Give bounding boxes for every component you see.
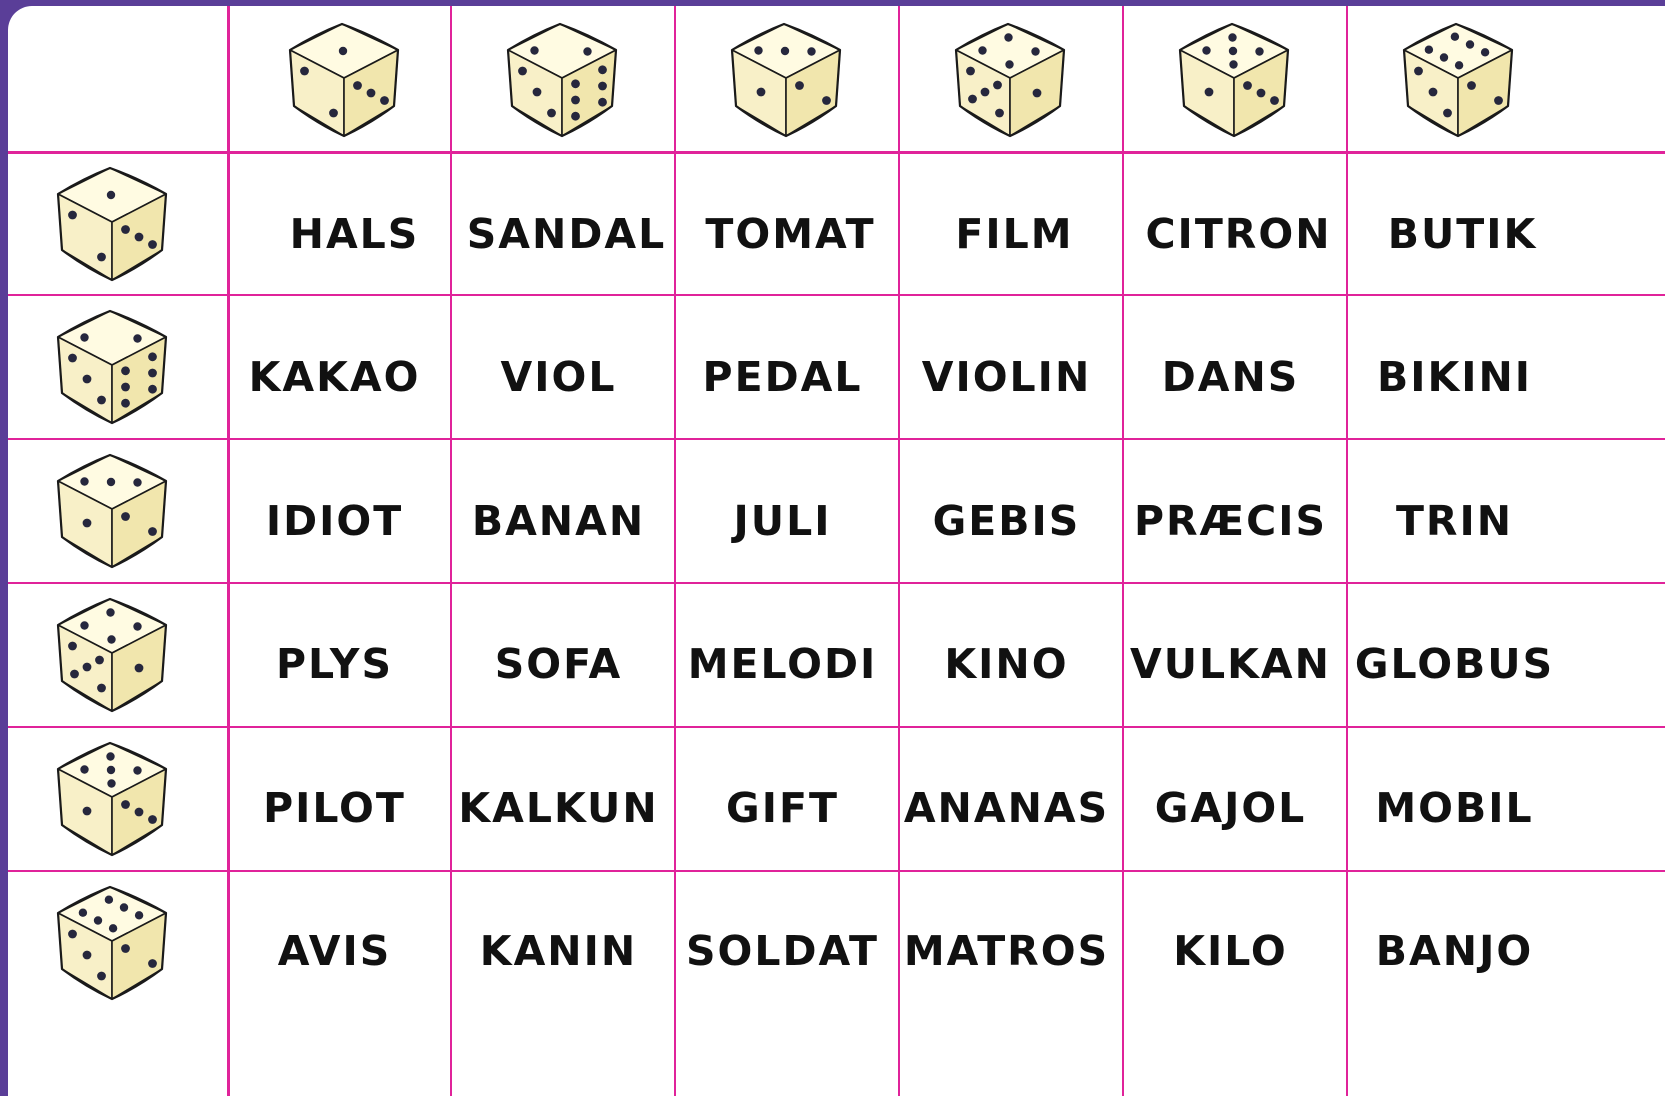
word-cell[interactable]: PILOT: [263, 784, 406, 832]
word-cell[interactable]: BANJO: [1375, 927, 1534, 975]
word-cell[interactable]: KILO: [1173, 927, 1288, 975]
die-pip: [1033, 89, 1042, 98]
die-pip: [80, 765, 88, 773]
die-pip: [1467, 81, 1476, 90]
die-pip: [598, 82, 607, 91]
die-pip: [822, 96, 831, 105]
word-cell[interactable]: AVIS: [277, 927, 392, 975]
dice-word-board: [8, 6, 1665, 1096]
die-pip: [70, 670, 79, 679]
die-pip: [133, 766, 141, 774]
die-pip: [807, 47, 815, 55]
die-pip: [94, 916, 102, 924]
die-pip: [518, 67, 527, 76]
die-pip: [133, 334, 141, 342]
word-cell[interactable]: CITRON: [1145, 210, 1332, 258]
column-die: [728, 20, 844, 140]
die-pip: [109, 924, 117, 932]
word-cell[interactable]: KANIN: [479, 927, 638, 975]
die-5-icon: [1176, 20, 1292, 140]
word-cell[interactable]: JULI: [733, 497, 832, 545]
die-pip: [547, 109, 556, 118]
die-pip: [83, 519, 92, 528]
word-cell[interactable]: PLYS: [275, 640, 393, 688]
die-pip: [795, 81, 804, 90]
die-pip: [107, 766, 115, 774]
row-die: [54, 739, 170, 859]
die-pip: [530, 46, 538, 54]
die-4-icon: [952, 20, 1068, 140]
die-pip: [83, 375, 92, 384]
die-3-icon: [728, 20, 844, 140]
die-pip: [1481, 48, 1489, 56]
die-pip: [80, 477, 88, 485]
die-pip: [571, 79, 580, 88]
die-pip: [106, 752, 114, 760]
word-cell[interactable]: MATROS: [903, 927, 1110, 975]
word-cell[interactable]: IDIOT: [265, 497, 404, 545]
die-pip: [1228, 33, 1236, 41]
word-cell[interactable]: KAKAO: [248, 353, 421, 401]
die-pip: [148, 959, 157, 968]
die-pip: [68, 642, 77, 651]
column-die: [1176, 20, 1292, 140]
die-5-icon: [54, 739, 170, 859]
die-pip: [148, 385, 157, 394]
die-pip: [1466, 40, 1474, 48]
word-cell[interactable]: HALS: [289, 210, 420, 258]
word-cell[interactable]: DANS: [1161, 353, 1300, 401]
word-cell[interactable]: SOFA: [494, 640, 623, 688]
row-die: [54, 307, 170, 427]
die-pip: [121, 512, 130, 521]
die-pip: [995, 109, 1004, 118]
die-pip: [993, 81, 1002, 90]
column-die: [1400, 20, 1516, 140]
die-pip: [106, 608, 114, 616]
die-pip: [107, 779, 115, 787]
row-die: [54, 883, 170, 1003]
word-cell[interactable]: ANANAS: [903, 784, 1110, 832]
die-pip: [107, 635, 115, 643]
die-pip: [1202, 46, 1210, 54]
word-cell[interactable]: GLOBUS: [1354, 640, 1555, 688]
die-pip: [121, 366, 130, 375]
die-pip: [97, 684, 106, 693]
die-pip: [148, 815, 157, 824]
die-pip: [1429, 88, 1438, 97]
die-pip: [757, 88, 766, 97]
die-pip: [97, 253, 106, 262]
die-pip: [598, 65, 607, 74]
die-pip: [135, 664, 144, 673]
die-pip: [107, 478, 115, 486]
die-pip: [80, 621, 88, 629]
die-pip: [121, 800, 130, 809]
die-pip: [300, 67, 309, 76]
die-pip: [148, 240, 157, 249]
die-pip: [1255, 47, 1263, 55]
die-6-icon: [1400, 20, 1516, 140]
word-cell[interactable]: MELODI: [687, 640, 878, 688]
die-pip: [95, 656, 104, 665]
die-pip: [1443, 109, 1452, 118]
die-pip: [353, 81, 362, 90]
die-pip: [135, 911, 143, 919]
die-pip: [83, 663, 92, 672]
die-pip: [1229, 47, 1237, 55]
column-die: [504, 20, 620, 140]
die-pip: [1494, 96, 1503, 105]
die-pip: [1229, 60, 1237, 68]
die-pip: [120, 903, 128, 911]
die-pip: [533, 88, 542, 97]
die-6-icon: [54, 883, 170, 1003]
die-pip: [1455, 61, 1463, 69]
row-die: [54, 164, 170, 284]
word-cell[interactable]: PRÆCIS: [1134, 497, 1327, 545]
word-cell[interactable]: KINO: [944, 640, 1069, 688]
die-pip: [80, 333, 88, 341]
die-pip: [367, 89, 376, 98]
die-pip: [1004, 33, 1012, 41]
die-3-icon: [54, 451, 170, 571]
die-pip: [148, 352, 157, 361]
grid-line-horizontal: [8, 151, 1665, 154]
die-pip: [571, 112, 580, 121]
die-pip: [148, 527, 157, 536]
die-2-icon: [54, 307, 170, 427]
die-pip: [97, 972, 106, 981]
die-pip: [1243, 81, 1252, 90]
word-cell[interactable]: GAJOL: [1154, 784, 1307, 832]
column-die: [952, 20, 1068, 140]
die-pip: [121, 225, 130, 234]
die-pip: [1257, 89, 1266, 98]
die-pip: [978, 46, 986, 54]
die-pip: [1440, 53, 1448, 61]
word-cell[interactable]: VIOL: [500, 353, 617, 401]
die-pip: [105, 896, 113, 904]
die-pip: [135, 808, 144, 817]
word-cell[interactable]: FILM: [955, 210, 1074, 258]
die-pip: [68, 211, 77, 220]
word-cell[interactable]: GEBIS: [932, 497, 1081, 545]
die-pip: [133, 478, 141, 486]
column-die: [286, 20, 402, 140]
die-pip: [1414, 67, 1423, 76]
word-cell[interactable]: BUTIK: [1387, 210, 1538, 258]
die-pip: [781, 47, 789, 55]
die-pip: [83, 951, 92, 960]
word-cell[interactable]: BIKINI: [1376, 353, 1533, 401]
die-pip: [968, 95, 977, 104]
die-pip: [339, 47, 347, 55]
die-pip: [107, 191, 115, 199]
die-pip: [135, 233, 144, 242]
die-pip: [121, 399, 130, 408]
die-pip: [329, 109, 338, 118]
die-1-icon: [54, 164, 170, 284]
die-pip: [133, 622, 141, 630]
die-1-icon: [286, 20, 402, 140]
word-cell[interactable]: PEDAL: [702, 353, 863, 401]
word-cell[interactable]: GIFT: [726, 784, 839, 832]
die-pip: [598, 98, 607, 107]
die-2-icon: [504, 20, 620, 140]
die-pip: [571, 96, 580, 105]
die-pip: [583, 47, 591, 55]
die-pip: [121, 944, 130, 953]
die-pip: [68, 930, 77, 939]
die-pip: [1031, 47, 1039, 55]
word-cell[interactable]: MOBIL: [1375, 784, 1534, 832]
word-cell[interactable]: KALKUN: [458, 784, 659, 832]
die-4-icon: [54, 595, 170, 715]
die-pip: [966, 67, 975, 76]
die-pip: [79, 909, 87, 917]
row-die: [54, 595, 170, 715]
die-pip: [380, 96, 389, 105]
die-pip: [68, 354, 77, 363]
die-pip: [754, 46, 762, 54]
die-pip: [97, 396, 106, 405]
word-cell[interactable]: TRIN: [1395, 497, 1514, 545]
die-pip: [1425, 46, 1433, 54]
die-pip: [1270, 96, 1279, 105]
row-die: [54, 451, 170, 571]
die-pip: [1005, 60, 1013, 68]
word-cell[interactable]: SOLDAT: [685, 927, 880, 975]
word-cell[interactable]: VULKAN: [1130, 640, 1331, 688]
word-cell[interactable]: TOMAT: [705, 210, 876, 258]
word-cell[interactable]: BANAN: [471, 497, 646, 545]
die-pip: [148, 369, 157, 378]
word-cell[interactable]: VIOLIN: [921, 353, 1092, 401]
die-pip: [1205, 88, 1214, 97]
die-pip: [1451, 33, 1459, 41]
word-cell[interactable]: SANDAL: [466, 210, 667, 258]
die-pip: [83, 807, 92, 816]
die-pip: [981, 88, 990, 97]
die-pip: [121, 383, 130, 392]
